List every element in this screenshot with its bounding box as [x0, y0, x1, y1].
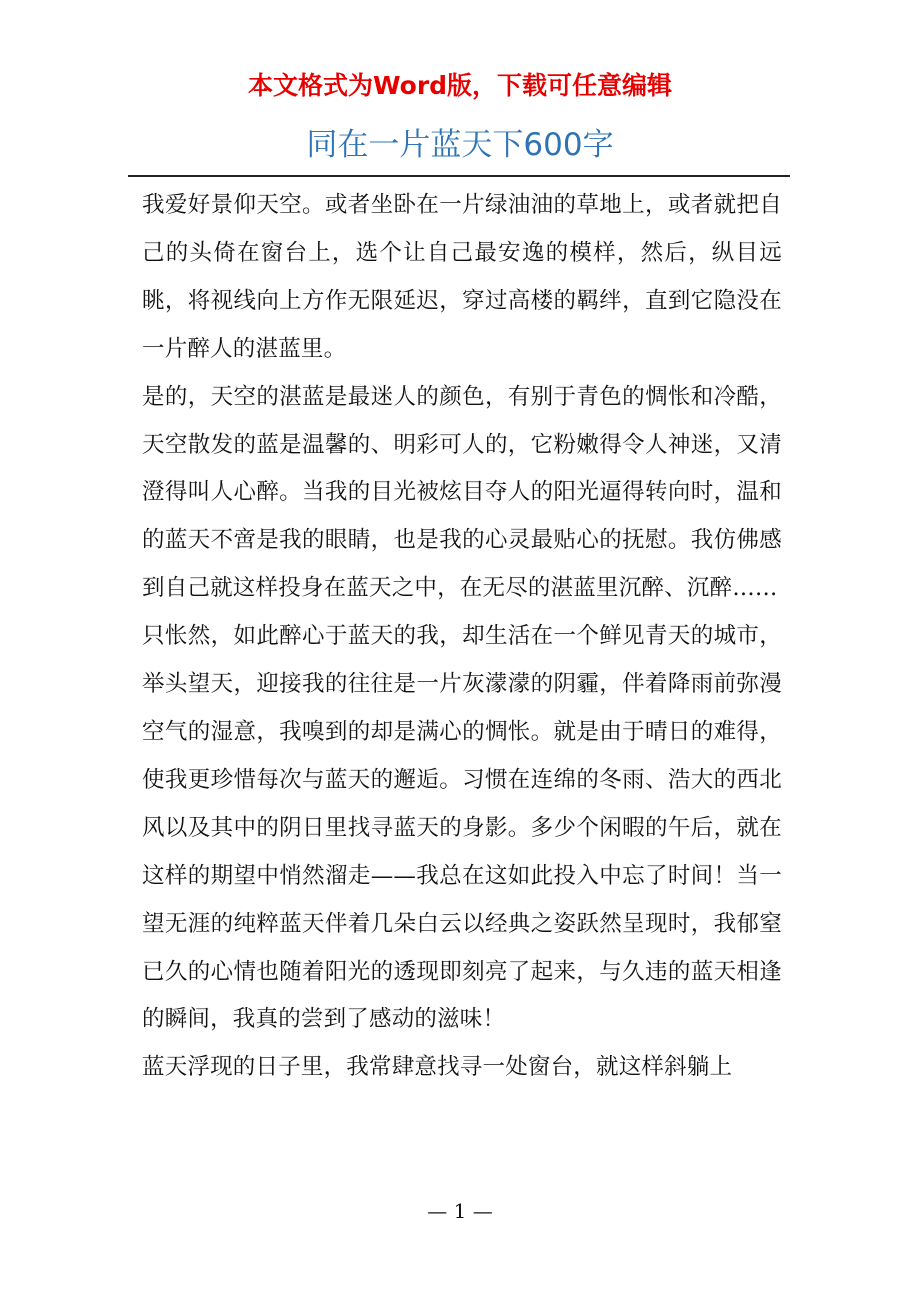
paragraph-2: 是的，天空的湛蓝是最迷人的颜色，有别于青色的惆怅和冷酷，天空散发的蓝是温馨的、明彩可人的，它粉嫩得令人神迷，又清澄得叫人心醉。当我的目光被炫目夺人的阳光逼得转向时，温和的蓝天不啻是我的眼睛，也是我的心灵最贴心的抚慰。我仿佛感到自己就这样投身在蓝天之中，在无尽的湛蓝里沉醉、沉醉…… — [142, 383, 782, 602]
page-number: — 1 — — [427, 1199, 493, 1223]
format-notice: 本文格式为Word版，下载可任意编辑 — [247, 71, 673, 100]
article-body — [142, 182, 782, 1092]
paragraph-4: 蓝天浮现的日子里，我常肆意找寻一处窗台，就这样斜躺上 — [142, 1054, 733, 1081]
page-title: 同在一片蓝天下600字 — [306, 127, 614, 163]
title-divider — [128, 175, 790, 177]
paragraph-3: 只怅然，如此醉心于蓝天的我，却生活在一个鲜见青天的城市，举头望天，迎接我的往往是一片灰濛濛的阴霾，伴着降雨前弥漫空气的湿意，我嗅到的却是满心的惆怅。就是由于晴日的难得，使我更珍惜每次与蓝天的邂逅。习惯在连绵的冬雨、浩大的西北风以及其中的阴日里找寻蓝天的身影。多少个闲暇的午后，就在这样的期望中悄然溜走——我总在这如此投入中忘了时间！当一望无涯的纯粹蓝天伴着几朵白云以经典之姿跃然呈现时，我郁窒已久的心情也随着阳光的透现即刻亮了起来，与久违的蓝天相逢的瞬间，我真的尝到了感动的滋味！ — [142, 623, 782, 1033]
paragraph-1: 我爱好景仰天空。或者坐卧在一片绿油油的草地上，或者就把自己的头倚在窗台上，选个让自己最安逸的模样，然后，纵目远眺，将视线向上方作无限延迟，穿过高楼的羁绊，直到它隐没在一片醉人的湛蓝里。 — [142, 192, 782, 362]
